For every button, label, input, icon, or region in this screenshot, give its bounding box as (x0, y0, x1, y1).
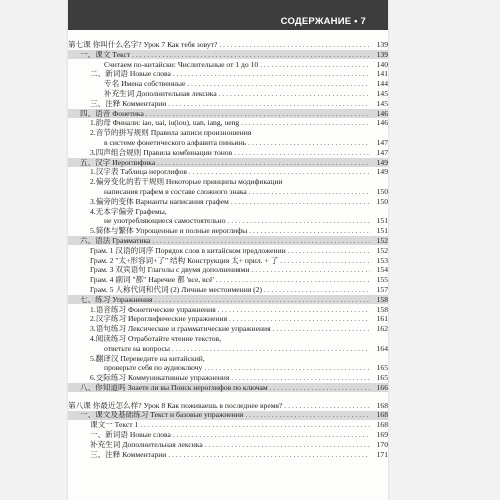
toc-entry-page: 140 (376, 59, 388, 69)
toc-entry-page: 139 (376, 49, 388, 59)
toc-entry (68, 324, 388, 334)
toc-entry-page: 147 (376, 147, 388, 157)
toc-entry (68, 246, 388, 256)
toc-entry (68, 440, 388, 450)
toc-entry-title: Грам. 2 "太+形容词+了" 结构 Конструкция 太+ прил. + 了 . . . (90, 256, 370, 266)
toc-entry (68, 216, 388, 226)
section-gap (68, 393, 388, 401)
toc-entry-title: 1.语音练习 Фонетические упражнения . . . (90, 305, 370, 315)
toc-entry (68, 50, 388, 60)
toc-entry-page: 146 (376, 108, 388, 118)
toc-entry (68, 187, 388, 197)
toc-entry-title: Грам. 5 人称代词和代词 (2) Личные местоимения (2) . . . (90, 285, 370, 295)
toc-entry-title: 2.偏旁变化的若干规则 Некоторые принципы модификации (90, 177, 283, 187)
toc-entry-title: 2.汉字练习 Иероглифические упражнения . . . (90, 314, 370, 324)
toc-entry-title: 专名 Имена собственные . . . (104, 79, 370, 89)
toc-entry-page: 157 (376, 284, 388, 294)
toc-entry (68, 207, 388, 217)
toc-entry-title: ответьте на вопросы . . . (104, 344, 370, 354)
toc-entry-title: 3.偏旁的变体 Варианты написания графем . . . (90, 197, 370, 207)
toc-entry-title: Считаем по-китайски: Числительные от 1 до 10 . . . (104, 60, 370, 70)
toc-entry-page: 144 (376, 79, 388, 89)
toc-entry-title: 五、汉字 Иероглифика . . . (80, 158, 370, 168)
toc-entry (68, 89, 388, 99)
toc-entry (68, 167, 388, 177)
toc-entry (68, 79, 388, 89)
toc-entry (68, 344, 388, 354)
toc-entry-title: 一、课文 Текст . . . (80, 50, 370, 60)
toc-entry (68, 197, 388, 207)
toc-entry (68, 99, 388, 109)
toc-entry-page: 141 (376, 69, 388, 79)
toc-entry-title: Грам. 3 双宾语句 Глаголы с двумя дополнениями . . . (90, 265, 370, 275)
toc-entry-title: проверьте себя по аудиоключу . . . (104, 363, 370, 373)
toc-entry (68, 295, 388, 305)
toc-entry (68, 138, 388, 148)
toc-entry-page: 139 (376, 40, 388, 49)
toc-entry (68, 420, 388, 430)
toc-entry-title: 课文一 Текст 1 . . . (90, 420, 370, 430)
toc-entry-page: 164 (376, 343, 388, 353)
toc-entry-page: 154 (376, 265, 388, 275)
toc-entry-page: 152 (376, 235, 388, 245)
toc-entry-page: 149 (376, 157, 388, 167)
toc-entry-page: 145 (376, 88, 388, 98)
toc-entry-page: 150 (376, 196, 388, 206)
toc-entry (68, 314, 388, 324)
toc-entry-page: 147 (376, 137, 388, 147)
toc-entry-page: 165 (376, 373, 388, 383)
toc-entry-page: 165 (376, 363, 388, 373)
toc-entry-title: 六、语法 Грамматика . . . (80, 236, 370, 246)
page-header (68, 0, 388, 30)
toc-entry (68, 373, 388, 383)
toc-entry (68, 128, 388, 138)
toc-entry-page: 151 (376, 226, 388, 236)
toc-entry-title: 三、注释 Комментарии . . . (90, 450, 370, 460)
toc-entry (68, 401, 388, 411)
toc-entry (68, 256, 388, 266)
toc-entry-title: 5.简体与繁体 Упрощенные и полные иероглифы . . . (90, 226, 370, 236)
toc-entry (68, 236, 388, 246)
toc-entry-title: 3.四声组合规则 Правила комбинации тонов . . . (90, 148, 370, 158)
toc-entry-page: 153 (376, 255, 388, 265)
toc-entry-title: 4.无本字偏旁 Графемы, (90, 206, 167, 216)
toc-entry-title: 6.交际练习 Коммуникативные упражнения . . . (90, 373, 370, 383)
toc-entry-page: 169 (376, 430, 388, 440)
toc-entry-title: Грам. 4 副词 "都" Наречие 都 'все, всё' . . . (90, 275, 370, 285)
toc-entry-page: 166 (376, 382, 388, 392)
toc-entry-title: 1.韵母 Финали: iao, uai, iu(iou), uan, iang, ueng . . . (90, 118, 370, 128)
toc-entry-page: 145 (376, 98, 388, 108)
toc-entry-title: 第七课 你叫什么名字? Урок 7 Как тебя зовут? . . . (68, 40, 370, 50)
toc-entry-title: написания графем в составе сложного знака . . . (104, 187, 370, 197)
toc-entry-page: 150 (376, 186, 388, 196)
toc-entry (68, 60, 388, 70)
toc-entry (68, 109, 388, 119)
toc-entry-page: 168 (376, 420, 388, 430)
toc-entry-title: 四、语音 Фонетика . . . (80, 109, 370, 119)
toc-entry-title: 补充生词 Дополнительная лексика . . . (90, 440, 370, 450)
table-of-contents (68, 40, 388, 459)
toc-entry (68, 285, 388, 295)
toc-entry (68, 40, 388, 50)
toc-entry-title: 一、新词语 Новые слова . . . (90, 430, 370, 440)
toc-entry-title: 七、练习 Упражнения . . . (80, 295, 370, 305)
toc-entry-page: 152 (376, 245, 388, 255)
toc-entry-page: 155 (376, 275, 388, 285)
header-title: СОДЕРЖАНИЕ • 7 (280, 16, 366, 27)
toc-entry (68, 383, 388, 393)
toc-entry (68, 354, 388, 364)
toc-entry-title: 5.翻译汉 Переведите на китайский, (90, 353, 205, 363)
toc-entry (68, 334, 388, 344)
toc-entry (68, 450, 388, 460)
toc-entry (68, 305, 388, 315)
toc-entry-title: 2.音节的拼写规则 Правила записи произношения (90, 128, 252, 138)
toc-entry-title: в системе фонетического алфавита пиньинь . . . (104, 138, 370, 148)
toc-entry-title: 第八课 你最近怎么样? Урок 8 Как поживаешь в последнее время? . . . (68, 401, 370, 411)
toc-entry-page: 158 (376, 294, 388, 304)
toc-entry-title: не употребляющиеся самостоятельно . . . (104, 216, 370, 226)
toc-entry-page: 161 (376, 314, 388, 324)
toc-entry (68, 275, 388, 285)
toc-entry-title: 1.汉字表 Таблица иероглифов . . . (90, 167, 370, 177)
toc-entry-page: 168 (376, 400, 388, 410)
toc-entry (68, 430, 388, 440)
toc-entry-page: 146 (376, 118, 388, 128)
toc-entry (68, 69, 388, 79)
toc-entry (68, 410, 388, 420)
toc-entry-title: 3.语句练习 Лексические и грамматические упражнения . . . (90, 324, 370, 334)
toc-entry (68, 158, 388, 168)
toc-entry-page: 151 (376, 216, 388, 226)
toc-entry (68, 226, 388, 236)
toc-entry-title: 4.阅读练习 Отработайте чтение текстов, (90, 333, 221, 343)
toc-entry-title: 补充生词 Дополнительная лексика . . . (104, 89, 370, 99)
toc-entry (68, 148, 388, 158)
book-page (68, 0, 388, 500)
toc-entry-title: 一、课文及基础练习 Текст и базовые упражнения . . . (80, 410, 370, 420)
toc-entry-title: 二、新词语 Новые слова . . . (90, 69, 370, 79)
toc-entry (68, 265, 388, 275)
toc-entry-title: 八、你知道吗 Знаете ли вы Поиск иероглифов по ключам . . . (80, 383, 370, 393)
toc-entry-page: 158 (376, 304, 388, 314)
toc-entry-title: Грам. 1 汉语的词序 Порядок слов в китайском предложении . . . (90, 246, 370, 256)
toc-entry (68, 118, 388, 128)
toc-entry-page: 149 (376, 167, 388, 177)
toc-entry-page: 171 (376, 449, 388, 459)
toc-entry-page: 170 (376, 439, 388, 449)
toc-entry-page: 162 (376, 324, 388, 334)
toc-entry-page: 168 (376, 410, 388, 420)
toc-entry-title: 三、注释 Комментарии . . . (90, 99, 370, 109)
toc-entry (68, 177, 388, 187)
toc-entry (68, 363, 388, 373)
